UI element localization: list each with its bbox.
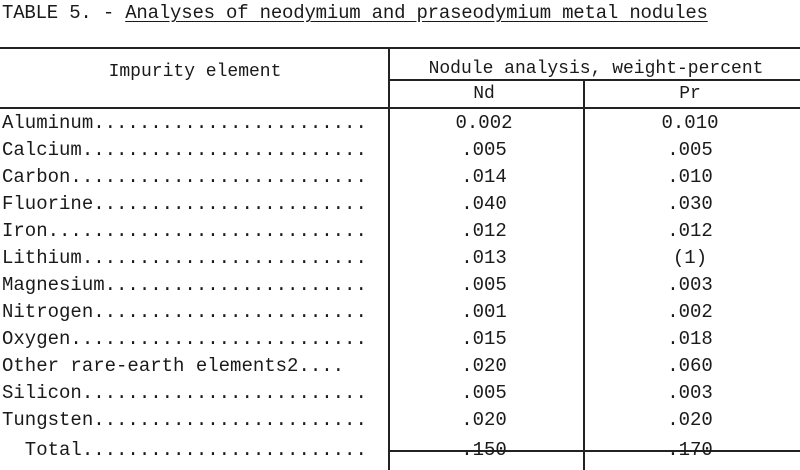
nd-value: 0.002 (455, 112, 513, 134)
nd-value: .001 (461, 301, 507, 323)
col-divider-1 (388, 48, 390, 470)
pr-value: .030 (667, 193, 713, 215)
nd-value: .005 (461, 274, 507, 296)
row-label: Tungsten........................ (2, 409, 367, 431)
nd-value: .012 (461, 220, 507, 242)
nd-value: .013 (461, 247, 507, 269)
header-group: Nodule analysis, weight-percent (428, 59, 764, 79)
row-label: Oxygen.......................... (2, 328, 367, 350)
header-bottom-rule (0, 107, 800, 109)
pr-value: .003 (667, 382, 713, 404)
nd-value: .020 (461, 409, 507, 431)
pr-value: .003 (667, 274, 713, 296)
row-label: Calcium......................... (2, 139, 367, 161)
row-label: Aluminum........................ (2, 112, 367, 134)
row-label: Fluorine........................ (2, 193, 367, 215)
total-nd: .150 (461, 439, 507, 461)
row-label: Other rare-earth elements2.... (2, 355, 345, 377)
nd-value: .040 (461, 193, 507, 215)
pr-value: 0.010 (661, 112, 719, 134)
total-label: Total......................... (2, 439, 367, 461)
row-label: Carbon.......................... (2, 166, 367, 188)
pr-value: .020 (667, 409, 713, 431)
top-rule (0, 47, 800, 49)
header-nd: Nd (473, 84, 495, 104)
table-title-main: Analyses of neodymium and praseodymium metal nodules (125, 2, 708, 24)
nd-value: .005 (461, 382, 507, 404)
header-impurity: Impurity element (108, 62, 282, 82)
pr-value: .060 (667, 355, 713, 377)
col-divider-2 (583, 80, 585, 470)
nd-value: .014 (461, 166, 507, 188)
pr-value: .002 (667, 301, 713, 323)
pr-value: .018 (667, 328, 713, 350)
table-title (2, 2, 708, 24)
header-pr: Pr (679, 84, 701, 104)
pr-value: .005 (667, 139, 713, 161)
row-label: Nitrogen........................ (2, 301, 367, 323)
table-title-prefix: TABLE 5. - (2, 2, 126, 24)
row-label: Silicon......................... (2, 382, 367, 404)
pr-value: (1) (672, 247, 708, 269)
row-label: Lithium......................... (2, 247, 367, 269)
row-label: Magnesium....................... (2, 274, 367, 296)
pr-value: .012 (667, 220, 713, 242)
pr-value: .010 (667, 166, 713, 188)
nd-value: .020 (461, 355, 507, 377)
nd-value: .015 (461, 328, 507, 350)
nd-value: .005 (461, 139, 507, 161)
total-pr: .170 (667, 439, 713, 461)
row-label: Iron............................ (2, 220, 367, 242)
